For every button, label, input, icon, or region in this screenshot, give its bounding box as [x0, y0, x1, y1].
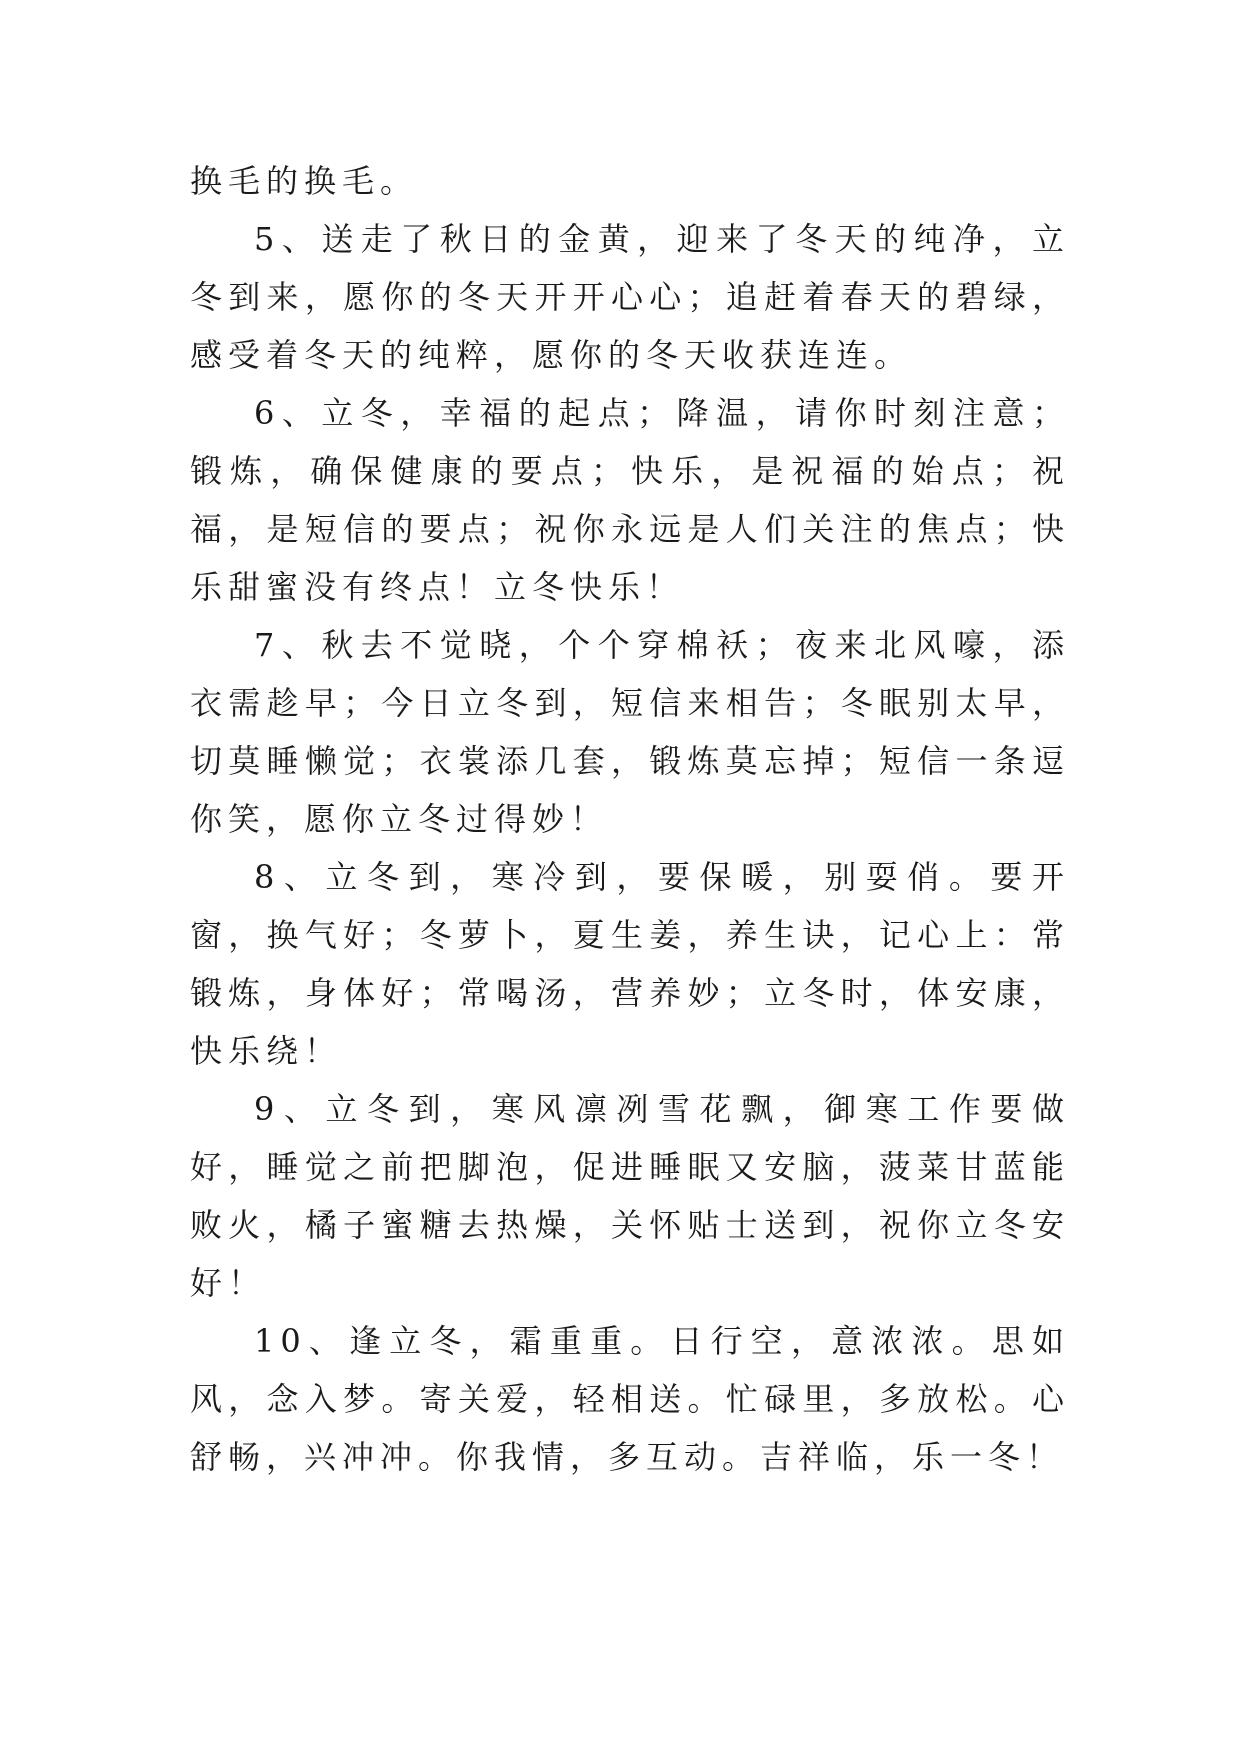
document-body	[190, 152, 1070, 1486]
paragraph-7: 7、秋去不觉晓，个个穿棉袄；夜来北风嚎，添衣需趁早；今日立冬到，短信来相告；冬眠别太早，切莫睡懒觉；衣裳添几套，锻炼莫忘掉；短信一条逗你笑，愿你立冬过得妙！	[190, 626, 1070, 838]
paragraph-5: 5、送走了秋日的金黄，迎来了冬天的纯净，立冬到来，愿你的冬天开开心心；追赶着春天的碧绿，感受着冬天的纯粹，愿你的冬天收获连连。	[190, 220, 1070, 374]
paragraph-6: 6、立冬，幸福的起点；降温，请你时刻注意；锻炼，确保健康的要点；快乐，是祝福的始点；祝福，是短信的要点；祝你永远是人们关注的焦点；快乐甜蜜没有终点！立冬快乐！	[190, 394, 1070, 606]
paragraph-continuation: 换毛的换毛。	[190, 162, 419, 200]
paragraph-8: 8、立冬到，寒冷到，要保暖，别耍俏。要开窗，换气好；冬萝卜，夏生姜，养生诀，记心上：常锻炼，身体好；常喝汤，营养妙；立冬时，体安康，快乐绕！	[190, 858, 1070, 1070]
paragraph-10: 10、逢立冬，霜重重。日行空，意浓浓。思如风，念入梦。寄关爱，轻相送。忙碌里，多放松。心舒畅，兴冲冲。你我情，多互动。吉祥临，乐一冬！	[190, 1322, 1070, 1476]
paragraph-9: 9、立冬到，寒风凛冽雪花飘，御寒工作要做好，睡觉之前把脚泡，促进睡眠又安脑，菠菜甘蓝能败火，橘子蜜糖去热燥，关怀贴士送到，祝你立冬安好！	[190, 1090, 1070, 1302]
